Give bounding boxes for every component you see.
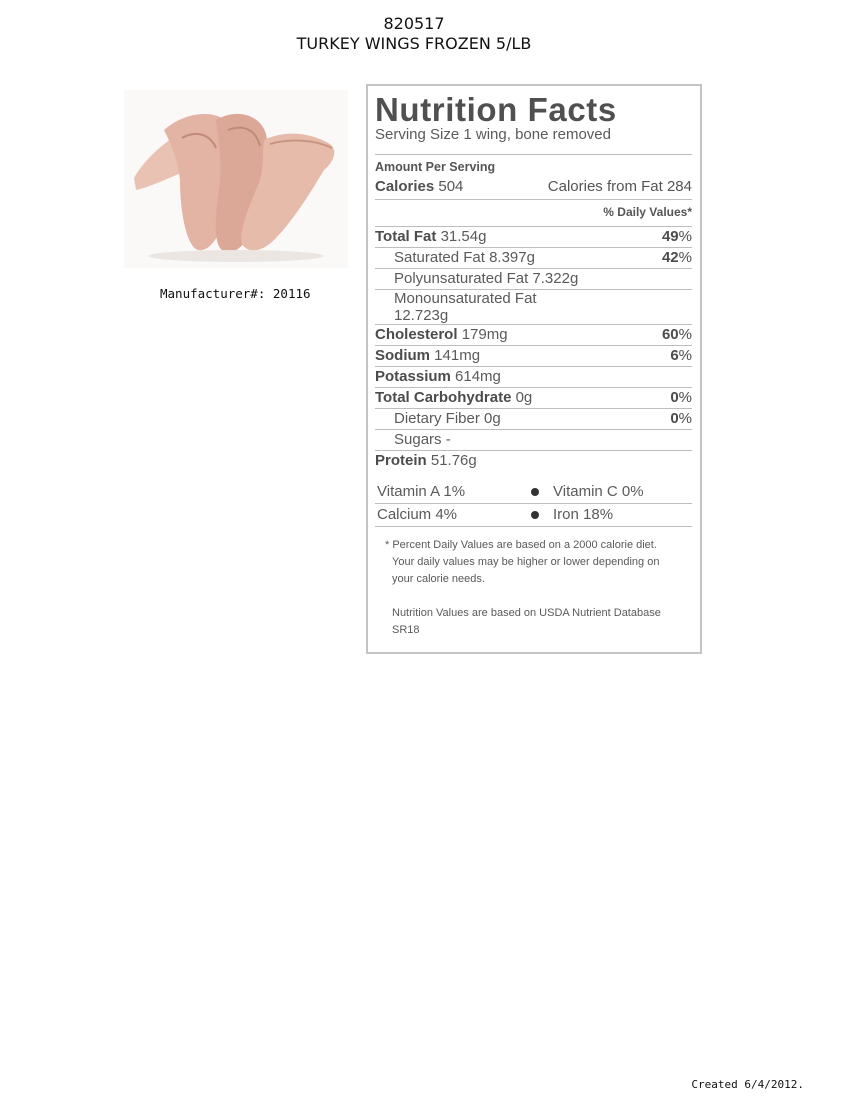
percent-sign: %: [678, 228, 692, 245]
nutrient-name: Saturated Fat: [394, 249, 485, 266]
nutrient-label: [394, 409, 501, 429]
nutrient-amount: 0g: [515, 389, 533, 406]
nutrient-name: Potassium: [375, 368, 451, 385]
amount-per-serving: Amount Per Serving: [375, 160, 496, 174]
calories-from-fat: Calories from Fat 284: [547, 178, 692, 195]
nutrient-amount: 614mg: [455, 368, 501, 385]
manufacturer-label: Manufacturer#:: [160, 286, 266, 301]
footnote: [375, 537, 692, 639]
nutrient-row: [375, 290, 692, 324]
divider: [375, 526, 692, 527]
bullet-icon: [531, 488, 539, 496]
nutrient-amount: 0g: [484, 410, 501, 427]
nutrient-name: Sodium: [375, 347, 430, 364]
percent-value: 60: [661, 326, 679, 343]
created-date: Created 6/4/2012.: [691, 1078, 804, 1091]
nutrient-amount: 179mg: [461, 326, 508, 343]
nutrient-label: [375, 388, 532, 408]
percent-sign: %: [678, 389, 692, 406]
nutrient-label: [394, 269, 578, 289]
nutrient-label: [394, 290, 564, 324]
nutrient-row: [375, 409, 692, 429]
nutrient-row: [375, 325, 692, 345]
percent-value: 6: [670, 347, 679, 364]
source-note: SR18: [392, 624, 420, 636]
vitamin-row: [375, 504, 692, 526]
nutrition-facts-panel: [366, 84, 702, 654]
percent-value: 42: [661, 249, 679, 266]
nutrient-label: [375, 227, 486, 247]
nutrient-row: [375, 227, 692, 247]
daily-value-percent: [670, 346, 692, 366]
footnote-line: * Percent Daily Values are based on a 2000 calorie diet.: [385, 539, 657, 551]
calories-label: Calories: [375, 178, 435, 195]
nutrient-list: [375, 227, 692, 471]
footnote-line: your calorie needs.: [392, 573, 485, 585]
vitamin-right: Vitamin C 0%: [553, 483, 644, 500]
bullet-icon: [531, 511, 539, 519]
nutrient-name: Monounsaturated Fat: [394, 290, 537, 307]
nutrient-amount: 51.76g: [430, 452, 477, 469]
vitamin-list: [375, 481, 692, 527]
vitamin-row: [375, 481, 692, 503]
nutrient-label: [375, 451, 477, 471]
vitamin-left: Vitamin A 1%: [377, 483, 466, 500]
nutrient-name: Total Fat: [375, 228, 437, 245]
daily-value-percent: [670, 388, 692, 408]
nutrient-label: [375, 346, 480, 366]
product-name: TURKEY WINGS FROZEN 5/LB: [296, 34, 532, 53]
nutrient-row: [375, 388, 692, 408]
document-header: [0, 14, 828, 54]
nutrient-amount: 7.322g: [532, 270, 579, 287]
manufacturer-number: [160, 286, 311, 301]
nutrient-name: Sugars: [394, 431, 442, 448]
percent-sign: %: [678, 410, 692, 427]
nutrient-name: Dietary Fiber: [394, 410, 480, 427]
turkey-wings-image: [124, 90, 348, 268]
item-number: 820517: [383, 14, 445, 33]
daily-values-header: % Daily Values*: [603, 205, 692, 219]
serving-size: Serving Size 1 wing, bone removed: [375, 126, 611, 143]
nutrient-label: [394, 248, 535, 268]
percent-value: 49: [661, 228, 679, 245]
daily-value-percent: [662, 227, 692, 247]
percent-sign: %: [678, 249, 692, 266]
nutrient-name: Total Carbohydrate: [375, 389, 512, 406]
nutrient-label: [375, 325, 508, 345]
nutrition-title: Nutrition Facts: [375, 91, 617, 128]
nutrient-name: Protein: [375, 452, 427, 469]
daily-value-percent: [670, 409, 692, 429]
vitamin-right: Iron 18%: [553, 506, 614, 523]
nutrient-row: [375, 248, 692, 268]
daily-value-percent: [662, 248, 692, 268]
percent-value: 0: [670, 410, 679, 427]
percent-sign: %: [678, 326, 692, 343]
nutrient-row: [375, 430, 692, 450]
percent-value: 0: [670, 389, 679, 406]
nutrient-name: Cholesterol: [375, 326, 458, 343]
daily-value-percent: [662, 325, 692, 345]
nutrient-label: [375, 367, 501, 387]
nutrient-amount: 12.723g: [394, 307, 449, 324]
calories-value: 504: [438, 178, 464, 195]
nutrient-row: [375, 269, 692, 289]
divider: [375, 154, 692, 155]
nutrient-amount: 8.397g: [489, 249, 535, 266]
calories-text: [375, 177, 463, 197]
nutrient-amount: -: [445, 431, 451, 448]
nutrient-row: [375, 367, 692, 387]
nutrient-label: [394, 430, 451, 450]
source-note: Nutrition Values are based on USDA Nutrient Database: [392, 607, 661, 619]
nutrient-row: [375, 451, 692, 471]
nutrient-row: [375, 346, 692, 366]
footnote-line: Your daily values may be higher or lower depending on: [392, 556, 660, 568]
nutrient-amount: 141mg: [434, 347, 481, 364]
manufacturer-value: 20116: [272, 286, 311, 301]
calories-row: [375, 177, 692, 199]
percent-sign: %: [678, 347, 692, 364]
nutrient-name: Polyunsaturated Fat: [394, 270, 529, 287]
vitamin-left: Calcium 4%: [377, 506, 458, 523]
nutrient-amount: 31.54g: [440, 228, 487, 245]
